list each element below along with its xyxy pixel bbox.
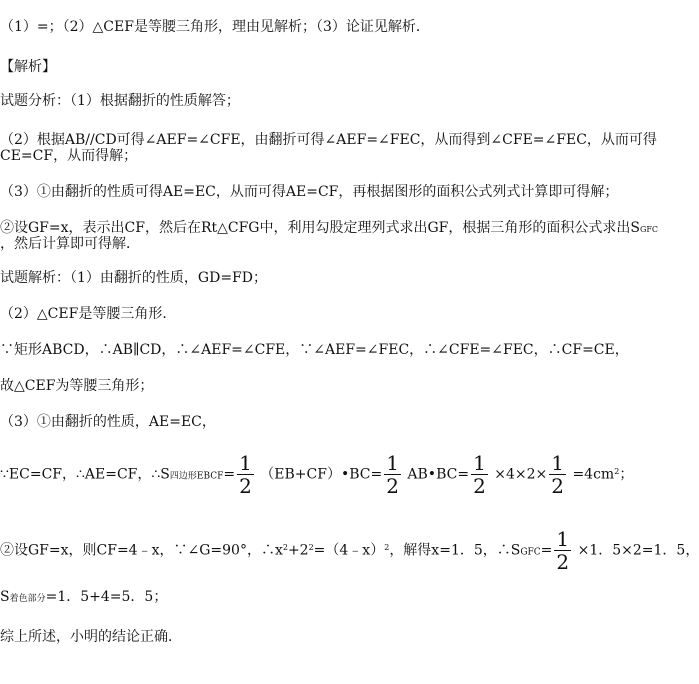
analysis-p4-line2: ，然后计算即可得解． bbox=[0, 236, 140, 252]
subscript: GFC bbox=[520, 547, 541, 558]
analysis-p3: （3）①由翻折的性质可得AE=EC，从而可得AE=CF，再根据图形的面积公式列式计算即可得解； bbox=[0, 184, 619, 200]
subscript: GFC bbox=[639, 225, 659, 234]
analysis-p2-line1: （2）根据AB//CD可得∠AEF=∠CFE，由翻折可得∠AEF=∠FEC，从而得到∠CFE=∠FEC，从而可得 bbox=[0, 132, 657, 148]
conclusion: 综上所述，小明的结论正确． bbox=[0, 629, 182, 645]
section-title: 【解析】 bbox=[0, 59, 56, 75]
solution-s3: （3）①由翻折的性质，AE=EC， bbox=[0, 414, 216, 430]
subscript: 着色部分 bbox=[9, 594, 46, 604]
solution-intro: 试题解析：（1）由翻折的性质，GD=FD； bbox=[0, 270, 267, 286]
solution-s2-proof: ∵矩形ABCD，∴AB∥CD，∴∠AEF=∠CFE，∵∠AEF=∠FEC，∴∠CFE=∠FEC，∴CF=CE， bbox=[0, 342, 629, 358]
equation-pythagoras: ②设GF=x，则CF=4﹣x，∵∠G=90°，$\therefore x^2+2^2=(4﹣x)^2$，解得x=1．5，∴SGFC= $\frac{1}{2}$ ×1．5×2=1．5， bbox=[0, 527, 699, 574]
analysis-p4-line1: ②设GF=x，表示出CF，然后在Rt△CFG中，利用勾股定理列式求出GF，根据三角形的面积公式求出SGFC bbox=[0, 220, 659, 236]
solution-s2: （2）△CEF是等腰三角形． bbox=[0, 306, 177, 322]
equation-area: ∵EC=CF，∴AE=CF，∴S四边形EBCF= $\frac{1}{2}$ （EB+CF）•BC= $\frac{1}{2}$ AB•BC= $\frac{1}{2}$ ×4×2× $\frac{1}{2}$ $=4cm^2$； bbox=[0, 451, 634, 498]
fraction-half: $\frac{1}{2}$ bbox=[551, 451, 564, 498]
analysis-intro: 试题分析：（1）根据翻折的性质解答； bbox=[0, 93, 240, 109]
analysis-p2-line2: CE=CF，从而得解； bbox=[0, 148, 138, 164]
fraction-half: $\frac{1}{2}$ bbox=[239, 451, 252, 498]
subscript: 四边形EBCF bbox=[169, 471, 224, 482]
solution-s2-conclusion: 故△CEF为等腰三角形； bbox=[0, 378, 154, 394]
answer-line: （1）=；（2）△CEF是等腰三角形，理由见解析；（3）论证见解析． bbox=[0, 19, 430, 35]
fraction-half: $\frac{1}{2}$ bbox=[556, 527, 570, 574]
fraction-half: $\frac{1}{2}$ bbox=[473, 451, 486, 498]
fraction-half: $\frac{1}{2}$ bbox=[386, 451, 399, 498]
shaded-area-total: S着色部分=1．5+4=5．5； bbox=[0, 589, 168, 605]
